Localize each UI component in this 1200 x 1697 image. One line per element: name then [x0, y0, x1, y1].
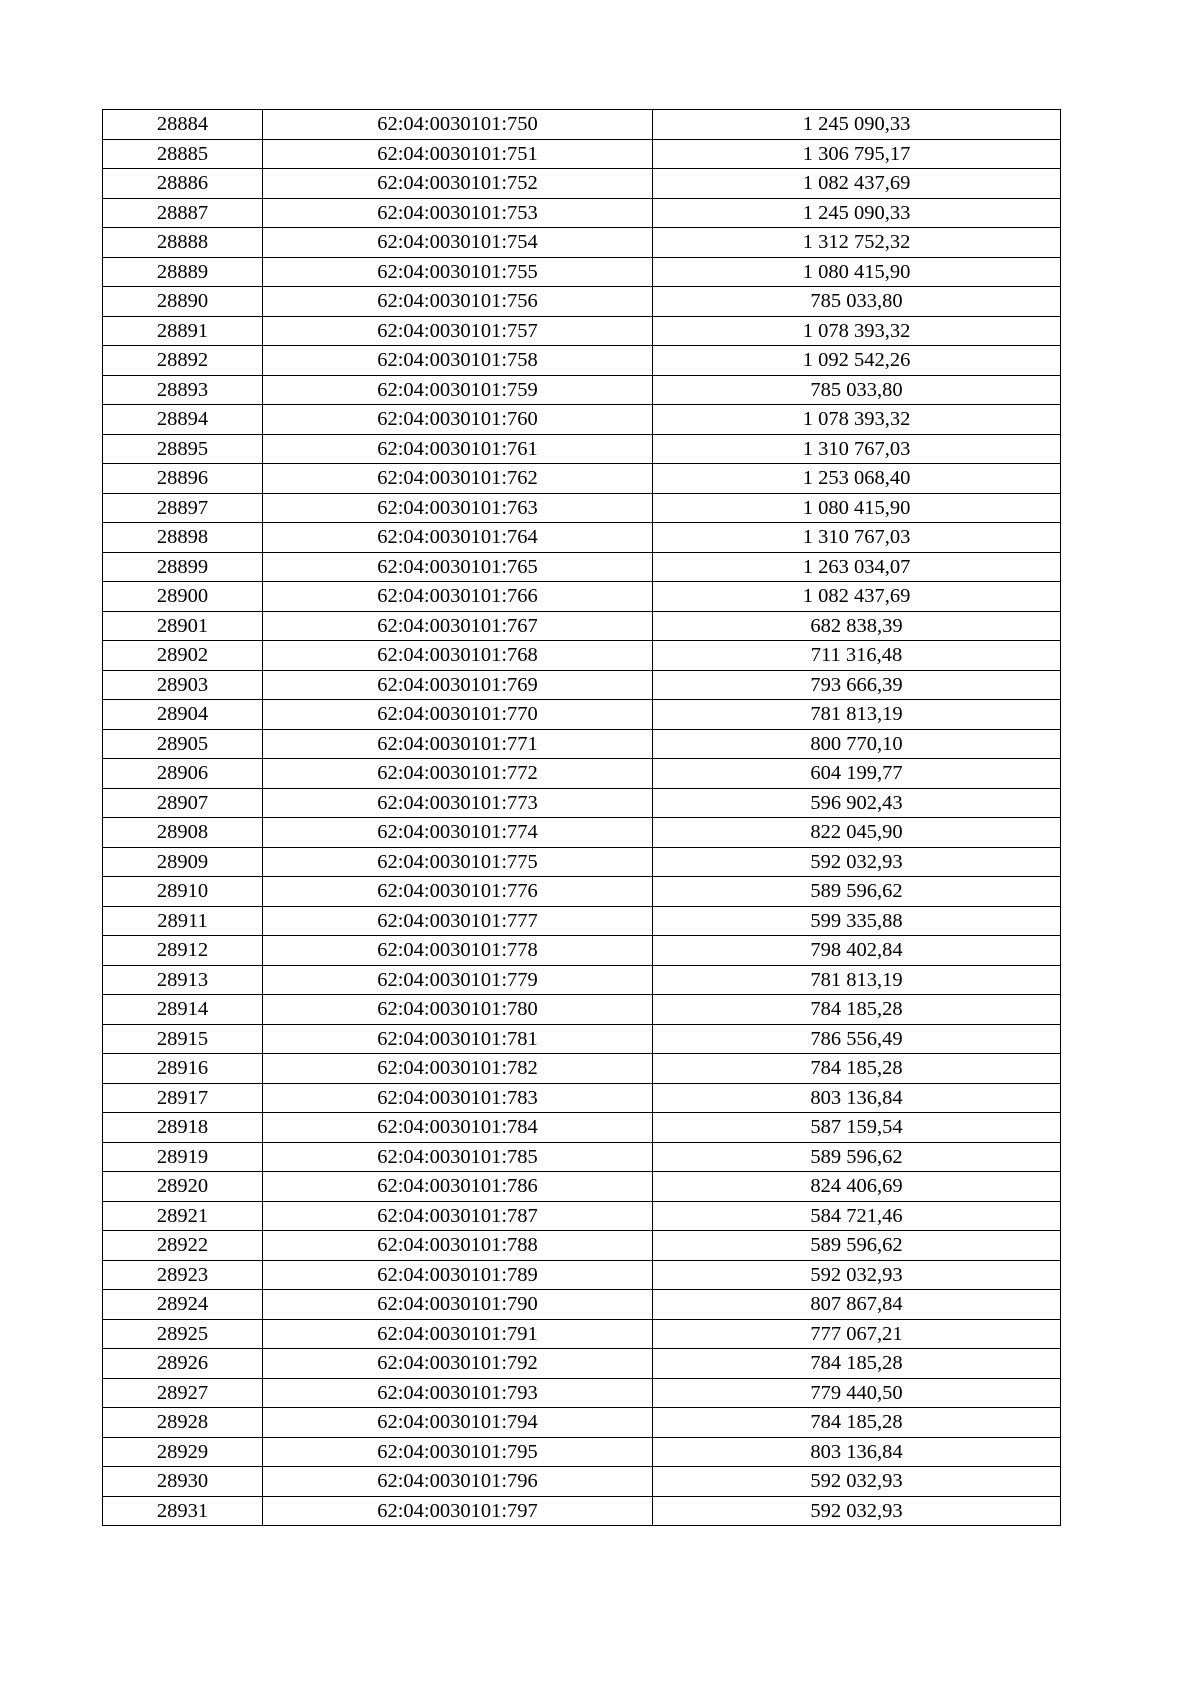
cadastral-number-cell: 62:04:0030101:759 [263, 375, 653, 405]
cadastral-number-cell: 62:04:0030101:760 [263, 405, 653, 435]
table-row [103, 700, 1061, 730]
cadastral-value-cell: 1 082 437,69 [653, 169, 1061, 199]
table-row [103, 464, 1061, 494]
cadastral-value-cell: 1 310 767,03 [653, 523, 1061, 553]
cadastral-value-cell: 798 402,84 [653, 936, 1061, 966]
cadastral-value-cell: 589 596,62 [653, 1231, 1061, 1261]
cadastral-number-cell: 62:04:0030101:752 [263, 169, 653, 199]
row-number-cell: 28927 [103, 1378, 263, 1408]
cadastral-value-cell: 682 838,39 [653, 611, 1061, 641]
cadastral-number-cell: 62:04:0030101:795 [263, 1437, 653, 1467]
table-row [103, 818, 1061, 848]
cadastral-value-cell: 786 556,49 [653, 1024, 1061, 1054]
row-number-cell: 28900 [103, 582, 263, 612]
row-number-cell: 28911 [103, 906, 263, 936]
row-number-cell: 28929 [103, 1437, 263, 1467]
table-row [103, 405, 1061, 435]
row-number-cell: 28891 [103, 316, 263, 346]
cadastral-value-cell: 784 185,28 [653, 995, 1061, 1025]
cadastral-number-cell: 62:04:0030101:773 [263, 788, 653, 818]
table-row [103, 139, 1061, 169]
row-number-cell: 28892 [103, 346, 263, 376]
cadastral-number-cell: 62:04:0030101:769 [263, 670, 653, 700]
table-row [103, 1024, 1061, 1054]
table-row [103, 877, 1061, 907]
cadastral-number-cell: 62:04:0030101:788 [263, 1231, 653, 1261]
row-number-cell: 28921 [103, 1201, 263, 1231]
cadastral-number-cell: 62:04:0030101:771 [263, 729, 653, 759]
row-number-cell: 28924 [103, 1290, 263, 1320]
cadastral-value-cell: 777 067,21 [653, 1319, 1061, 1349]
cadastral-value-cell: 800 770,10 [653, 729, 1061, 759]
cadastral-value-cell: 592 032,93 [653, 1467, 1061, 1497]
table-row [103, 1201, 1061, 1231]
cadastral-number-cell: 62:04:0030101:770 [263, 700, 653, 730]
row-number-cell: 28904 [103, 700, 263, 730]
row-number-cell: 28913 [103, 965, 263, 995]
cadastral-value-cell: 599 335,88 [653, 906, 1061, 936]
row-number-cell: 28925 [103, 1319, 263, 1349]
row-number-cell: 28914 [103, 995, 263, 1025]
row-number-cell: 28894 [103, 405, 263, 435]
table-row [103, 1437, 1061, 1467]
table-row [103, 965, 1061, 995]
cadastral-number-cell: 62:04:0030101:779 [263, 965, 653, 995]
row-number-cell: 28889 [103, 257, 263, 287]
cadastral-value-cell: 1 078 393,32 [653, 405, 1061, 435]
cadastral-number-cell: 62:04:0030101:792 [263, 1349, 653, 1379]
table-row [103, 1113, 1061, 1143]
cadastral-value-cell: 1 078 393,32 [653, 316, 1061, 346]
cadastral-number-cell: 62:04:0030101:794 [263, 1408, 653, 1438]
cadastral-number-cell: 62:04:0030101:764 [263, 523, 653, 553]
row-number-cell: 28902 [103, 641, 263, 671]
row-number-cell: 28906 [103, 759, 263, 789]
row-number-cell: 28896 [103, 464, 263, 494]
table-row [103, 1260, 1061, 1290]
table-row [103, 523, 1061, 553]
row-number-cell: 28901 [103, 611, 263, 641]
cadastral-value-cell: 589 596,62 [653, 1142, 1061, 1172]
table-row [103, 1172, 1061, 1202]
cadastral-number-cell: 62:04:0030101:777 [263, 906, 653, 936]
row-number-cell: 28884 [103, 110, 263, 140]
cadastral-value-cell: 784 185,28 [653, 1054, 1061, 1084]
cadastral-value-cell: 824 406,69 [653, 1172, 1061, 1202]
cadastral-number-cell: 62:04:0030101:774 [263, 818, 653, 848]
table-row [103, 1496, 1061, 1526]
cadastral-value-cell: 785 033,80 [653, 375, 1061, 405]
cadastral-number-cell: 62:04:0030101:753 [263, 198, 653, 228]
row-number-cell: 28920 [103, 1172, 263, 1202]
cadastral-value-cell: 781 813,19 [653, 700, 1061, 730]
table-row [103, 1083, 1061, 1113]
table-row [103, 847, 1061, 877]
table-row [103, 1408, 1061, 1438]
row-number-cell: 28887 [103, 198, 263, 228]
table-row [103, 788, 1061, 818]
cadastral-value-cell: 1 312 752,32 [653, 228, 1061, 258]
table-row [103, 936, 1061, 966]
table-row [103, 641, 1061, 671]
cadastral-value-table [102, 109, 1061, 1526]
table-row [103, 375, 1061, 405]
cadastral-value-cell: 785 033,80 [653, 287, 1061, 317]
cadastral-number-cell: 62:04:0030101:791 [263, 1319, 653, 1349]
cadastral-value-cell: 807 867,84 [653, 1290, 1061, 1320]
cadastral-value-cell: 1 080 415,90 [653, 493, 1061, 523]
cadastral-number-cell: 62:04:0030101:776 [263, 877, 653, 907]
row-number-cell: 28915 [103, 1024, 263, 1054]
cadastral-number-cell: 62:04:0030101:767 [263, 611, 653, 641]
cadastral-number-cell: 62:04:0030101:766 [263, 582, 653, 612]
cadastral-number-cell: 62:04:0030101:784 [263, 1113, 653, 1143]
row-number-cell: 28886 [103, 169, 263, 199]
cadastral-number-cell: 62:04:0030101:789 [263, 1260, 653, 1290]
cadastral-value-cell: 592 032,93 [653, 1496, 1061, 1526]
cadastral-number-cell: 62:04:0030101:754 [263, 228, 653, 258]
table-row [103, 582, 1061, 612]
table-row [103, 228, 1061, 258]
cadastral-number-cell: 62:04:0030101:757 [263, 316, 653, 346]
table-row [103, 995, 1061, 1025]
row-number-cell: 28923 [103, 1260, 263, 1290]
table-row [103, 1378, 1061, 1408]
cadastral-value-cell: 589 596,62 [653, 877, 1061, 907]
row-number-cell: 28905 [103, 729, 263, 759]
table-row [103, 198, 1061, 228]
cadastral-number-cell: 62:04:0030101:751 [263, 139, 653, 169]
cadastral-number-cell: 62:04:0030101:775 [263, 847, 653, 877]
cadastral-value-cell: 1 082 437,69 [653, 582, 1061, 612]
cadastral-number-cell: 62:04:0030101:781 [263, 1024, 653, 1054]
row-number-cell: 28910 [103, 877, 263, 907]
table-row [103, 1142, 1061, 1172]
table-row [103, 110, 1061, 140]
table-body [103, 110, 1061, 1526]
cadastral-value-cell: 803 136,84 [653, 1083, 1061, 1113]
cadastral-value-cell: 711 316,48 [653, 641, 1061, 671]
cadastral-number-cell: 62:04:0030101:796 [263, 1467, 653, 1497]
row-number-cell: 28930 [103, 1467, 263, 1497]
cadastral-value-cell: 784 185,28 [653, 1349, 1061, 1379]
table-row [103, 670, 1061, 700]
cadastral-value-cell: 1 310 767,03 [653, 434, 1061, 464]
row-number-cell: 28928 [103, 1408, 263, 1438]
table-row [103, 729, 1061, 759]
cadastral-number-cell: 62:04:0030101:755 [263, 257, 653, 287]
row-number-cell: 28893 [103, 375, 263, 405]
cadastral-value-cell: 596 902,43 [653, 788, 1061, 818]
cadastral-value-cell: 822 045,90 [653, 818, 1061, 848]
row-number-cell: 28922 [103, 1231, 263, 1261]
table-row [103, 1231, 1061, 1261]
table-row [103, 1290, 1061, 1320]
cadastral-number-cell: 62:04:0030101:768 [263, 641, 653, 671]
table-row [103, 434, 1061, 464]
row-number-cell: 28917 [103, 1083, 263, 1113]
row-number-cell: 28895 [103, 434, 263, 464]
cadastral-value-cell: 781 813,19 [653, 965, 1061, 995]
table-row [103, 169, 1061, 199]
cadastral-number-cell: 62:04:0030101:761 [263, 434, 653, 464]
cadastral-number-cell: 62:04:0030101:772 [263, 759, 653, 789]
row-number-cell: 28885 [103, 139, 263, 169]
table-row [103, 1349, 1061, 1379]
table-row [103, 759, 1061, 789]
row-number-cell: 28899 [103, 552, 263, 582]
cadastral-number-cell: 62:04:0030101:787 [263, 1201, 653, 1231]
table-row [103, 493, 1061, 523]
row-number-cell: 28916 [103, 1054, 263, 1084]
cadastral-number-cell: 62:04:0030101:778 [263, 936, 653, 966]
cadastral-value-cell: 1 253 068,40 [653, 464, 1061, 494]
row-number-cell: 28897 [103, 493, 263, 523]
table-row [103, 287, 1061, 317]
cadastral-number-cell: 62:04:0030101:783 [263, 1083, 653, 1113]
row-number-cell: 28909 [103, 847, 263, 877]
cadastral-number-cell: 62:04:0030101:782 [263, 1054, 653, 1084]
cadastral-value-cell: 1 080 415,90 [653, 257, 1061, 287]
cadastral-number-cell: 62:04:0030101:765 [263, 552, 653, 582]
row-number-cell: 28888 [103, 228, 263, 258]
cadastral-number-cell: 62:04:0030101:786 [263, 1172, 653, 1202]
table-row [103, 906, 1061, 936]
table-row [103, 316, 1061, 346]
cadastral-number-cell: 62:04:0030101:793 [263, 1378, 653, 1408]
row-number-cell: 28907 [103, 788, 263, 818]
row-number-cell: 28908 [103, 818, 263, 848]
cadastral-value-cell: 1 245 090,33 [653, 110, 1061, 140]
cadastral-value-cell: 793 666,39 [653, 670, 1061, 700]
table-row [103, 1319, 1061, 1349]
row-number-cell: 28898 [103, 523, 263, 553]
cadastral-number-cell: 62:04:0030101:750 [263, 110, 653, 140]
cadastral-number-cell: 62:04:0030101:763 [263, 493, 653, 523]
row-number-cell: 28890 [103, 287, 263, 317]
cadastral-value-cell: 592 032,93 [653, 1260, 1061, 1290]
cadastral-value-cell: 1 245 090,33 [653, 198, 1061, 228]
cadastral-value-cell: 592 032,93 [653, 847, 1061, 877]
cadastral-number-cell: 62:04:0030101:756 [263, 287, 653, 317]
cadastral-number-cell: 62:04:0030101:780 [263, 995, 653, 1025]
cadastral-value-cell: 1 306 795,17 [653, 139, 1061, 169]
cadastral-value-cell: 803 136,84 [653, 1437, 1061, 1467]
cadastral-value-cell: 779 440,50 [653, 1378, 1061, 1408]
cadastral-number-cell: 62:04:0030101:797 [263, 1496, 653, 1526]
table-row [103, 552, 1061, 582]
table-row [103, 611, 1061, 641]
row-number-cell: 28912 [103, 936, 263, 966]
cadastral-number-cell: 62:04:0030101:762 [263, 464, 653, 494]
cadastral-value-cell: 584 721,46 [653, 1201, 1061, 1231]
table-row [103, 1054, 1061, 1084]
cadastral-value-cell: 1 263 034,07 [653, 552, 1061, 582]
table-row [103, 346, 1061, 376]
cadastral-number-cell: 62:04:0030101:785 [263, 1142, 653, 1172]
row-number-cell: 28926 [103, 1349, 263, 1379]
row-number-cell: 28918 [103, 1113, 263, 1143]
cadastral-value-cell: 604 199,77 [653, 759, 1061, 789]
cadastral-number-cell: 62:04:0030101:790 [263, 1290, 653, 1320]
cadastral-value-cell: 587 159,54 [653, 1113, 1061, 1143]
table-row [103, 257, 1061, 287]
cadastral-value-cell: 784 185,28 [653, 1408, 1061, 1438]
cadastral-value-cell: 1 092 542,26 [653, 346, 1061, 376]
row-number-cell: 28919 [103, 1142, 263, 1172]
cadastral-number-cell: 62:04:0030101:758 [263, 346, 653, 376]
row-number-cell: 28903 [103, 670, 263, 700]
table-row [103, 1467, 1061, 1497]
row-number-cell: 28931 [103, 1496, 263, 1526]
